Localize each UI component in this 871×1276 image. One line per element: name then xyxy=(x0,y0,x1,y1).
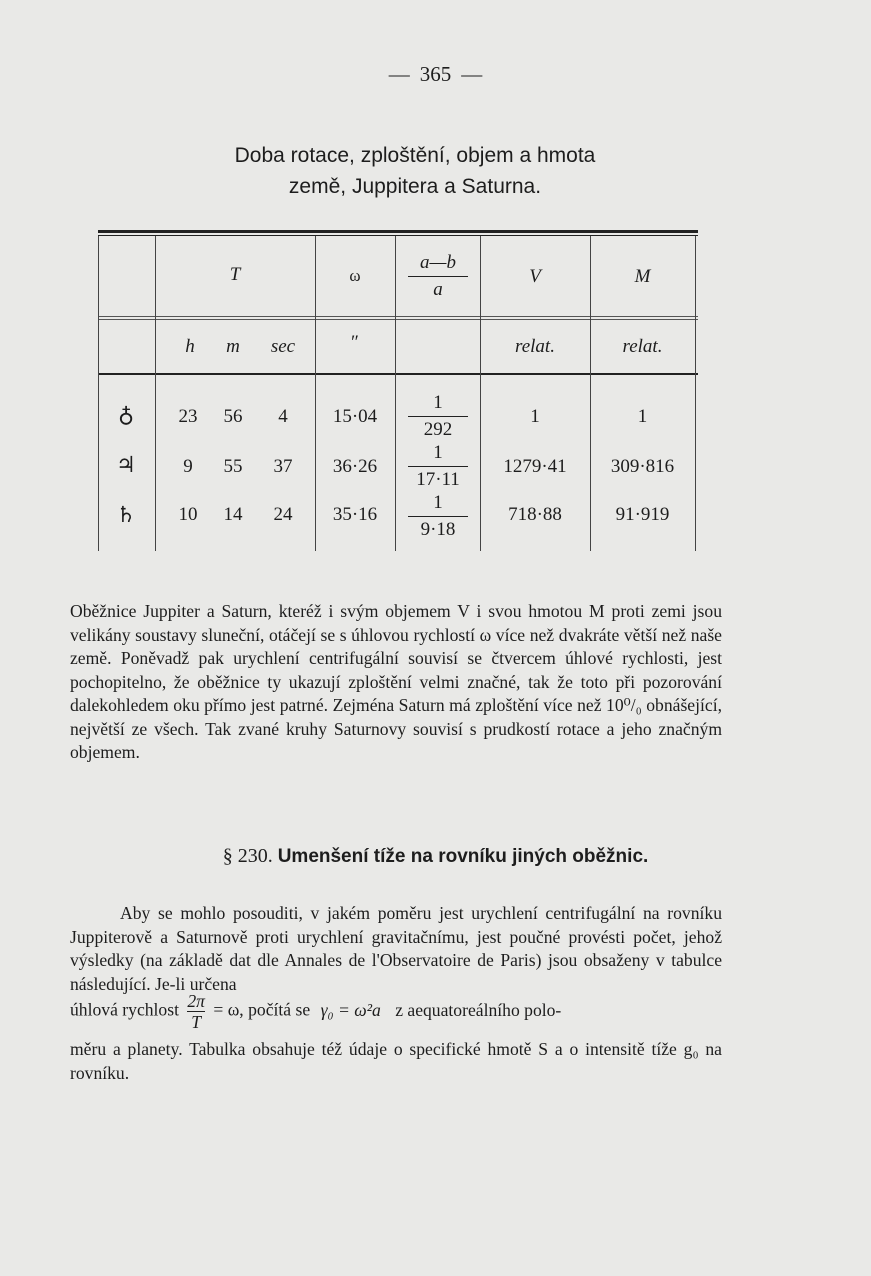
table-top-rule-thin xyxy=(98,235,698,236)
unit-V: relat. xyxy=(515,336,555,357)
table-header-rule2 xyxy=(98,319,698,320)
page-number-value: 365 xyxy=(419,62,452,86)
row3-frac-bar xyxy=(408,516,468,517)
paragraph-planets: Oběžnice Juppiter a Saturn, kteréž i svým objemem V i svou hmotou M proti zemi jsou velikány soustavy sluneční, otáčejí se s úhlovou rychlostí ω více než dvakráte větší než naše země. Poněvadž pak urychlení centrifugální souvisí se čtvercem úhlové rychlosti, jest pochopitelno, že oběžnice ty ukazují zploštění velmi značné, tak že toto při pozorování dalekohledem oku přímo jest patrné. Zejména Saturn má zploštění více než 10⁰/₀ obnášející, největší ze všech. Tak zvané kruhy Saturnovy souvisí s prudkostí rotace a jeho značným objemem. xyxy=(70,601,722,762)
row1-frac-bar xyxy=(408,416,468,417)
table-units-rule xyxy=(98,373,698,375)
table-title xyxy=(120,140,710,202)
unit-m: m xyxy=(226,336,240,357)
unit-M: relat. xyxy=(622,336,663,357)
row2-m: 55 xyxy=(223,456,243,477)
row3-omega: 35·16 xyxy=(332,504,378,525)
formula-line xyxy=(70,992,722,1040)
row3-flattening xyxy=(408,492,468,541)
table-title-line1: Doba rotace, zploštění, objem a hmota xyxy=(234,144,596,167)
row1-frac-num: 1 xyxy=(433,392,443,413)
header-flattening xyxy=(408,252,468,301)
unit-sec: sec xyxy=(270,336,296,357)
row3-sec: 24 xyxy=(273,504,293,525)
table-top-rule xyxy=(98,230,698,233)
row3-V: 718·88 xyxy=(508,504,562,525)
row3-frac-num: 1 xyxy=(433,492,443,513)
row2-V: 1279·41 xyxy=(503,456,567,477)
row1-M: 1 xyxy=(637,406,648,427)
formula-frac-num: 2π xyxy=(187,991,205,1011)
header-V: V xyxy=(529,266,541,287)
rotation-table xyxy=(98,226,698,551)
section-heading xyxy=(0,845,871,868)
formula-eq1: = ω, počítá se xyxy=(213,999,311,1020)
row2-omega: 36·26 xyxy=(332,456,378,477)
table-vline-3 xyxy=(395,236,396,551)
row1-omega: 15·04 xyxy=(332,406,378,427)
row3-M: 91·919 xyxy=(615,504,670,525)
earth-icon: ♁ xyxy=(117,402,135,427)
formula-fraction xyxy=(187,992,205,1031)
row3-m: 14 xyxy=(223,504,243,525)
unit-omega: ″ xyxy=(351,332,359,353)
row2-sec: 37 xyxy=(273,456,293,477)
header-T: T xyxy=(229,264,241,285)
table-vline-6 xyxy=(695,236,696,551)
table-header-rule xyxy=(98,316,698,317)
row3-h: 10 xyxy=(178,504,198,525)
row1-h: 23 xyxy=(178,406,198,427)
row1-flattening xyxy=(408,392,468,441)
table-vline-0 xyxy=(98,236,99,551)
formula-frac-den: T xyxy=(191,1012,202,1032)
section-number: § 230. xyxy=(222,845,273,867)
table-title-line2: země, Juppitera a Saturna. xyxy=(288,175,542,198)
paragraph-intro: Aby se mohlo posouditi, v jakém poměru jest urychlení centrifugální na rovníku Juppiterově a Saturnově proti urychlení gravitačnímu, jest poučné provésti počet, jehož výsledky (na základě dat dle Annales de l'Observatoire de Paris) jsou obsaženy v tabulce následující. Je-li určena xyxy=(70,903,722,994)
row2-h: 9 xyxy=(183,456,193,477)
row1-V: 1 xyxy=(530,406,540,427)
page-number-dash-right: — xyxy=(461,62,483,86)
jupiter-icon: ♃ xyxy=(116,452,136,477)
header-flattening-den: a xyxy=(433,279,443,300)
row2-M: 309·816 xyxy=(610,456,675,477)
row2-frac-bar xyxy=(408,466,468,467)
header-M: M xyxy=(634,266,651,287)
header-omega: ω xyxy=(349,266,361,285)
header-flattening-num: a—b xyxy=(420,252,456,273)
unit-h: h xyxy=(185,336,195,357)
formula-before: úhlová rychlost xyxy=(70,999,179,1020)
row1-m: 56 xyxy=(223,406,243,427)
saturn-icon: ♄ xyxy=(116,502,136,527)
row2-flattening xyxy=(408,442,468,491)
row1-sec: 4 xyxy=(278,406,288,427)
formula-after: z aequatoreálního polo- xyxy=(395,999,562,1020)
page-number xyxy=(0,62,871,87)
row1-frac-den: 292 xyxy=(423,419,453,440)
header-flattening-bar xyxy=(408,276,468,277)
paragraph-continuation: měru a planety. Tabulka obsahuje též údaje o specifické hmotě S a o intensitě tíže g₀ na rovníku. xyxy=(70,1039,722,1083)
formula-gamma: γ₀ = ω²a xyxy=(320,999,381,1020)
row3-frac-den: 9·18 xyxy=(420,519,456,540)
page-number-dash-left: — xyxy=(388,62,410,86)
section-title: Umenšení tíže na rovníku jiných oběžnic. xyxy=(277,846,649,867)
row2-frac-num: 1 xyxy=(433,442,443,463)
row2-frac-den: 17·11 xyxy=(416,469,460,490)
